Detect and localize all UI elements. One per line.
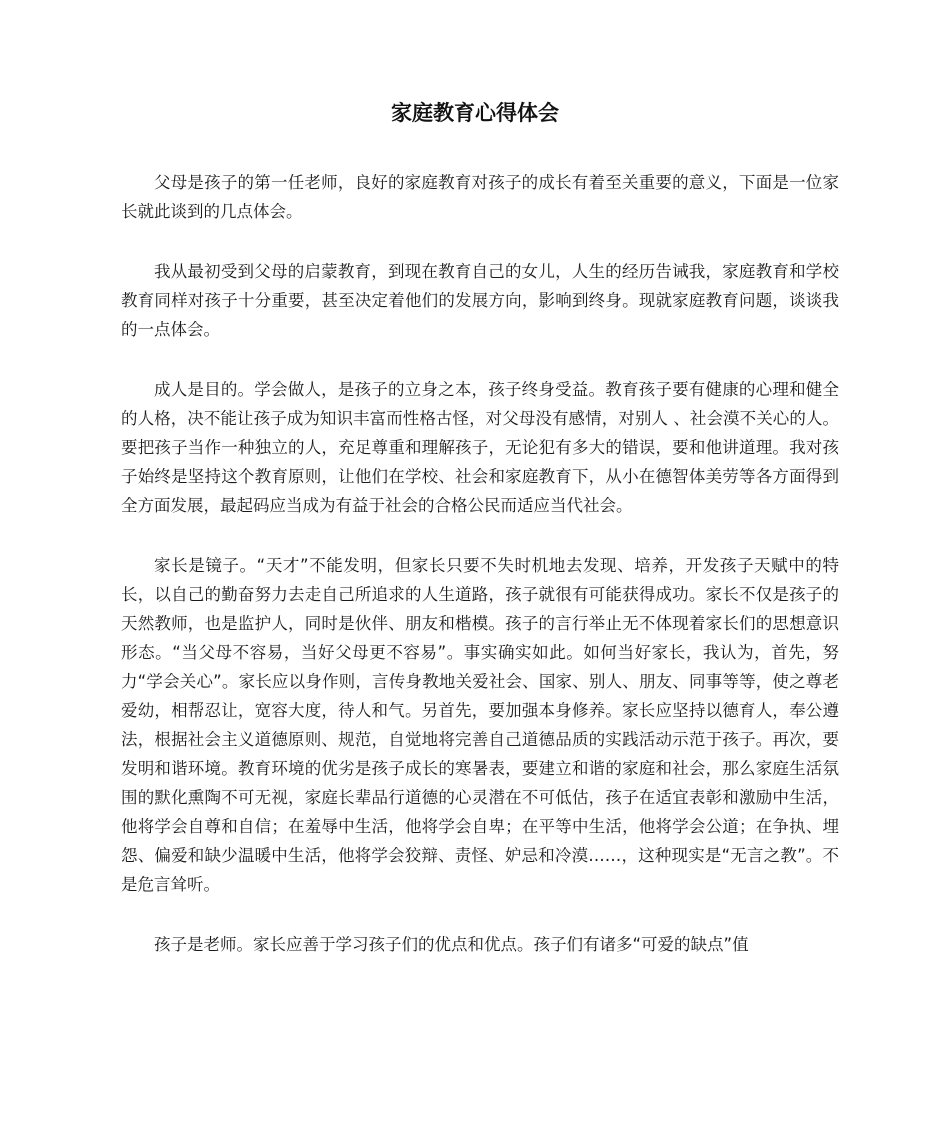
paragraph-experience: 我从最初受到父母的启蒙教育，到现在教育自己的女儿，人生的经历告诫我，家庭教育和学校教育同样对孩子十分重要，甚至决定着他们的发展方向，影响到终身。现就家庭教育问题，谈谈我的一点体会。 bbox=[121, 262, 839, 339]
paragraph-parent-mirror: 家长是镜子。“天才”不能发明，但家长只要不失时机地去发现、培养，开发孩子天赋中的特长，以自己的勤奋努力去走自己所追求的人生道路，孩子就很有可能获得成功。家长不仅是孩子的天然教师，也是监护人，同时是伙伴、朋友和楷模。孩子的言行举止无不体现着家长们的思想意识形态。“当父母不容易，当好父母更不容易”。事实确实如此。如何当好家长，我认为，首先，努力“学会关心”。家长应以身作则，言传身教地关爱社会、国家、别人、朋友、同事等等，使之尊老爱幼，相帮忍让，宽容大度，待人和气。另首先，要加强本身修养。家长应坚持以德育人，奉公遵法，根据社会主义道德原则、规范，自觉地将完善自己道德品质的实践活动示范于孩子。再次，要发明和谐环境。教育环境的优劣是孩子成长的寒暑表，要建立和谐的家庭和社会，那么家庭生活氛围的默化熏陶不可无视，家庭长辈品行道德的心灵潜在不可低估，孩子在适宜表彰和激励中生活，他将学会自尊和自信；在羞辱中生活，他将学会自卑；在平等中生活，他将学会公道；在争执、埋怨、偏爱和缺少温暖中生活，他将学会狡辩、责怪、妒忌和冷漠……，这种现实是“无言之教”。不是危言耸听。 bbox=[121, 556, 839, 894]
paragraph-child-teacher: 孩子是老师。家长应善于学习孩子们的优点和优点。孩子们有诸多“可爱的缺点”值 bbox=[154, 935, 749, 954]
document-body bbox=[121, 168, 839, 990]
document-title: 家庭教育心得体会 bbox=[391, 101, 559, 125]
paragraph-intro: 父母是孩子的第一任老师，良好的家庭教育对孩子的成长有着至关重要的意义，下面是一位家长就此谈到的几点体会。 bbox=[121, 173, 839, 221]
paragraph-character: 成人是目的。学会做人，是孩子的立身之本，孩子终身受益。教育孩子要有健康的心理和健全的人格，决不能让孩子成为知识丰富而性格古怪，对父母没有感情，对别人 、社会漠不关心的人。要把孩子当作一种独立的人，充足尊重和理解孩子，无论犯有多大的错误，要和他讲道理。我对孩子始终是坚持这个教育原则，让他们在学校、社会和家庭教育下，从小在德智体美劳等各方面得到全方面发展，最起码应当成为有益于社会的合格公民而适应当代社会。 bbox=[121, 380, 839, 515]
